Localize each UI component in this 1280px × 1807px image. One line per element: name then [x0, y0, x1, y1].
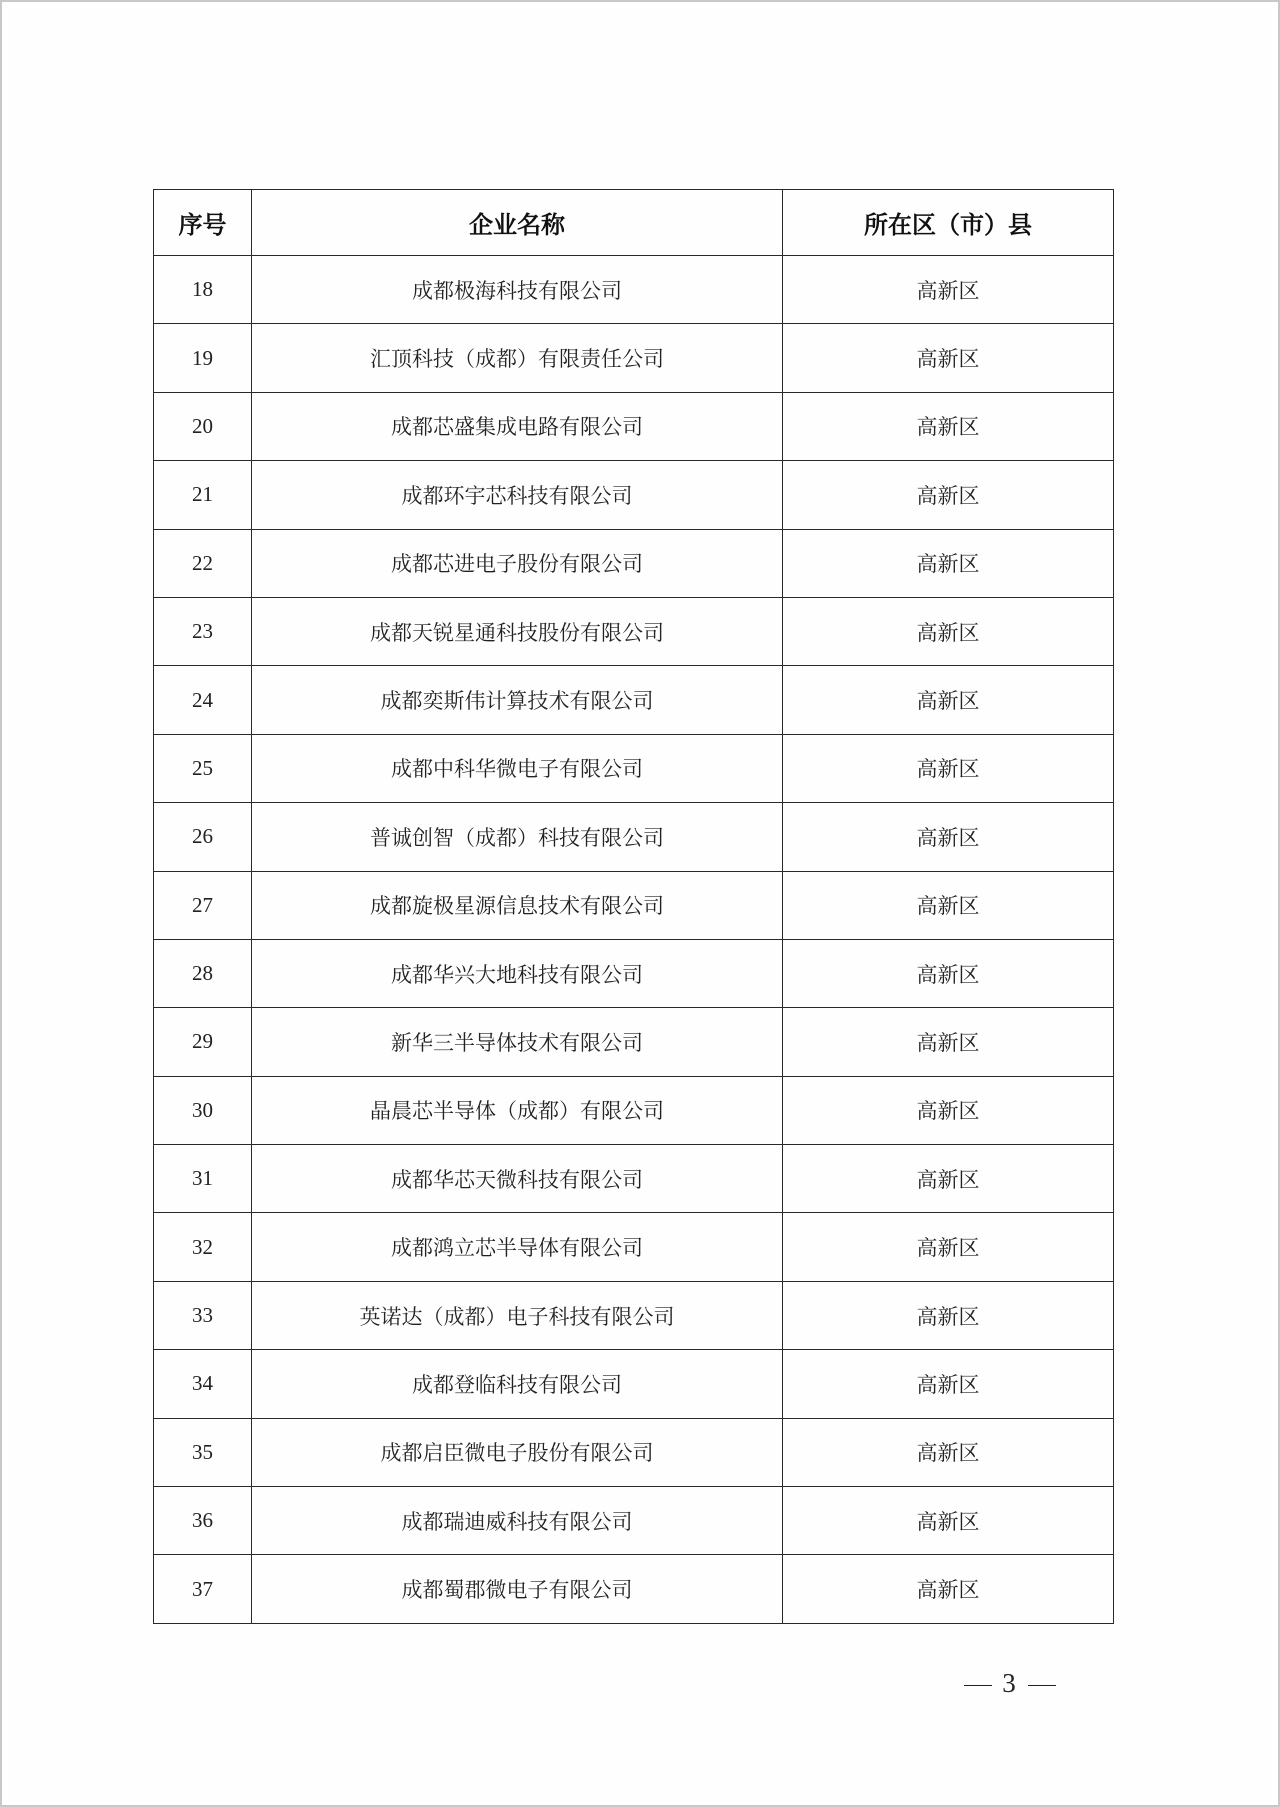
- row-index: 31: [154, 1145, 252, 1213]
- row-company-name: 新华三半导体技术有限公司: [252, 1008, 783, 1076]
- row-company-name: 成都瑞迪威科技有限公司: [252, 1487, 783, 1555]
- table-row: [154, 392, 1114, 460]
- row-district: 高新区: [783, 1555, 1114, 1623]
- row-index: 25: [154, 734, 252, 802]
- table-row: [154, 1350, 1114, 1418]
- table-row: [154, 1418, 1114, 1486]
- table-row: [154, 1008, 1114, 1076]
- row-district: 高新区: [783, 324, 1114, 392]
- table-row: [154, 256, 1114, 324]
- header-district: 所在区（市）县: [783, 190, 1114, 256]
- row-company-name: 成都华芯天微科技有限公司: [252, 1145, 783, 1213]
- header-company-name: 企业名称: [252, 190, 783, 256]
- row-district: 高新区: [783, 1487, 1114, 1555]
- table-row: [154, 939, 1114, 1007]
- row-company-name: 成都奕斯伟计算技术有限公司: [252, 666, 783, 734]
- row-company-name: 普诚创智（成都）科技有限公司: [252, 803, 783, 871]
- row-company-name: 成都鸿立芯半导体有限公司: [252, 1213, 783, 1281]
- row-index: 18: [154, 256, 252, 324]
- row-index: 20: [154, 392, 252, 460]
- row-district: 高新区: [783, 939, 1114, 1007]
- row-district: 高新区: [783, 1281, 1114, 1349]
- row-index: 19: [154, 324, 252, 392]
- row-company-name: 成都芯盛集成电路有限公司: [252, 392, 783, 460]
- table-row: [154, 1213, 1114, 1281]
- row-district: 高新区: [783, 529, 1114, 597]
- row-district: 高新区: [783, 666, 1114, 734]
- table-row: [154, 1076, 1114, 1144]
- row-company-name: 成都蜀郡微电子有限公司: [252, 1555, 783, 1623]
- row-district: 高新区: [783, 734, 1114, 802]
- dash-right: [1028, 1685, 1056, 1686]
- row-district: 高新区: [783, 1213, 1114, 1281]
- table-row: [154, 803, 1114, 871]
- row-district: 高新区: [783, 1008, 1114, 1076]
- row-district: 高新区: [783, 1076, 1114, 1144]
- row-district: 高新区: [783, 461, 1114, 529]
- company-list-table: [153, 189, 1114, 1624]
- row-company-name: 成都华兴大地科技有限公司: [252, 939, 783, 1007]
- row-company-name: 晶晨芯半导体（成都）有限公司: [252, 1076, 783, 1144]
- row-district: 高新区: [783, 1350, 1114, 1418]
- row-index: 30: [154, 1076, 252, 1144]
- row-index: 22: [154, 529, 252, 597]
- row-district: 高新区: [783, 1145, 1114, 1213]
- row-company-name: 成都中科华微电子有限公司: [252, 734, 783, 802]
- table-header-row: [154, 190, 1114, 256]
- page-number: [935, 1668, 1085, 1699]
- row-company-name: 成都天锐星通科技股份有限公司: [252, 597, 783, 665]
- page-number-value: 3: [1002, 1668, 1018, 1698]
- row-company-name: 汇顶科技（成都）有限责任公司: [252, 324, 783, 392]
- row-index: 27: [154, 871, 252, 939]
- row-district: 高新区: [783, 392, 1114, 460]
- dash-left: [964, 1685, 992, 1686]
- row-district: 高新区: [783, 1418, 1114, 1486]
- table-row: [154, 1281, 1114, 1349]
- row-district: 高新区: [783, 256, 1114, 324]
- table-row: [154, 871, 1114, 939]
- row-index: 23: [154, 597, 252, 665]
- row-index: 35: [154, 1418, 252, 1486]
- row-company-name: 成都芯进电子股份有限公司: [252, 529, 783, 597]
- table-row: [154, 666, 1114, 734]
- row-index: 21: [154, 461, 252, 529]
- row-district: 高新区: [783, 871, 1114, 939]
- row-index: 33: [154, 1281, 252, 1349]
- row-company-name: 成都环宇芯科技有限公司: [252, 461, 783, 529]
- row-index: 34: [154, 1350, 252, 1418]
- table-row: [154, 324, 1114, 392]
- row-company-name: 英诺达（成都）电子科技有限公司: [252, 1281, 783, 1349]
- header-index: 序号: [154, 190, 252, 256]
- table-row: [154, 461, 1114, 529]
- table-row: [154, 529, 1114, 597]
- row-company-name: 成都极海科技有限公司: [252, 256, 783, 324]
- row-company-name: 成都旋极星源信息技术有限公司: [252, 871, 783, 939]
- row-index: 26: [154, 803, 252, 871]
- row-index: 32: [154, 1213, 252, 1281]
- row-company-name: 成都启臣微电子股份有限公司: [252, 1418, 783, 1486]
- table-row: [154, 597, 1114, 665]
- row-index: 36: [154, 1487, 252, 1555]
- row-company-name: 成都登临科技有限公司: [252, 1350, 783, 1418]
- table-row: [154, 1487, 1114, 1555]
- row-index: 24: [154, 666, 252, 734]
- row-district: 高新区: [783, 597, 1114, 665]
- table-row: [154, 1555, 1114, 1623]
- row-index: 37: [154, 1555, 252, 1623]
- row-index: 29: [154, 1008, 252, 1076]
- table-row: [154, 734, 1114, 802]
- row-index: 28: [154, 939, 252, 1007]
- row-district: 高新区: [783, 803, 1114, 871]
- table-row: [154, 1145, 1114, 1213]
